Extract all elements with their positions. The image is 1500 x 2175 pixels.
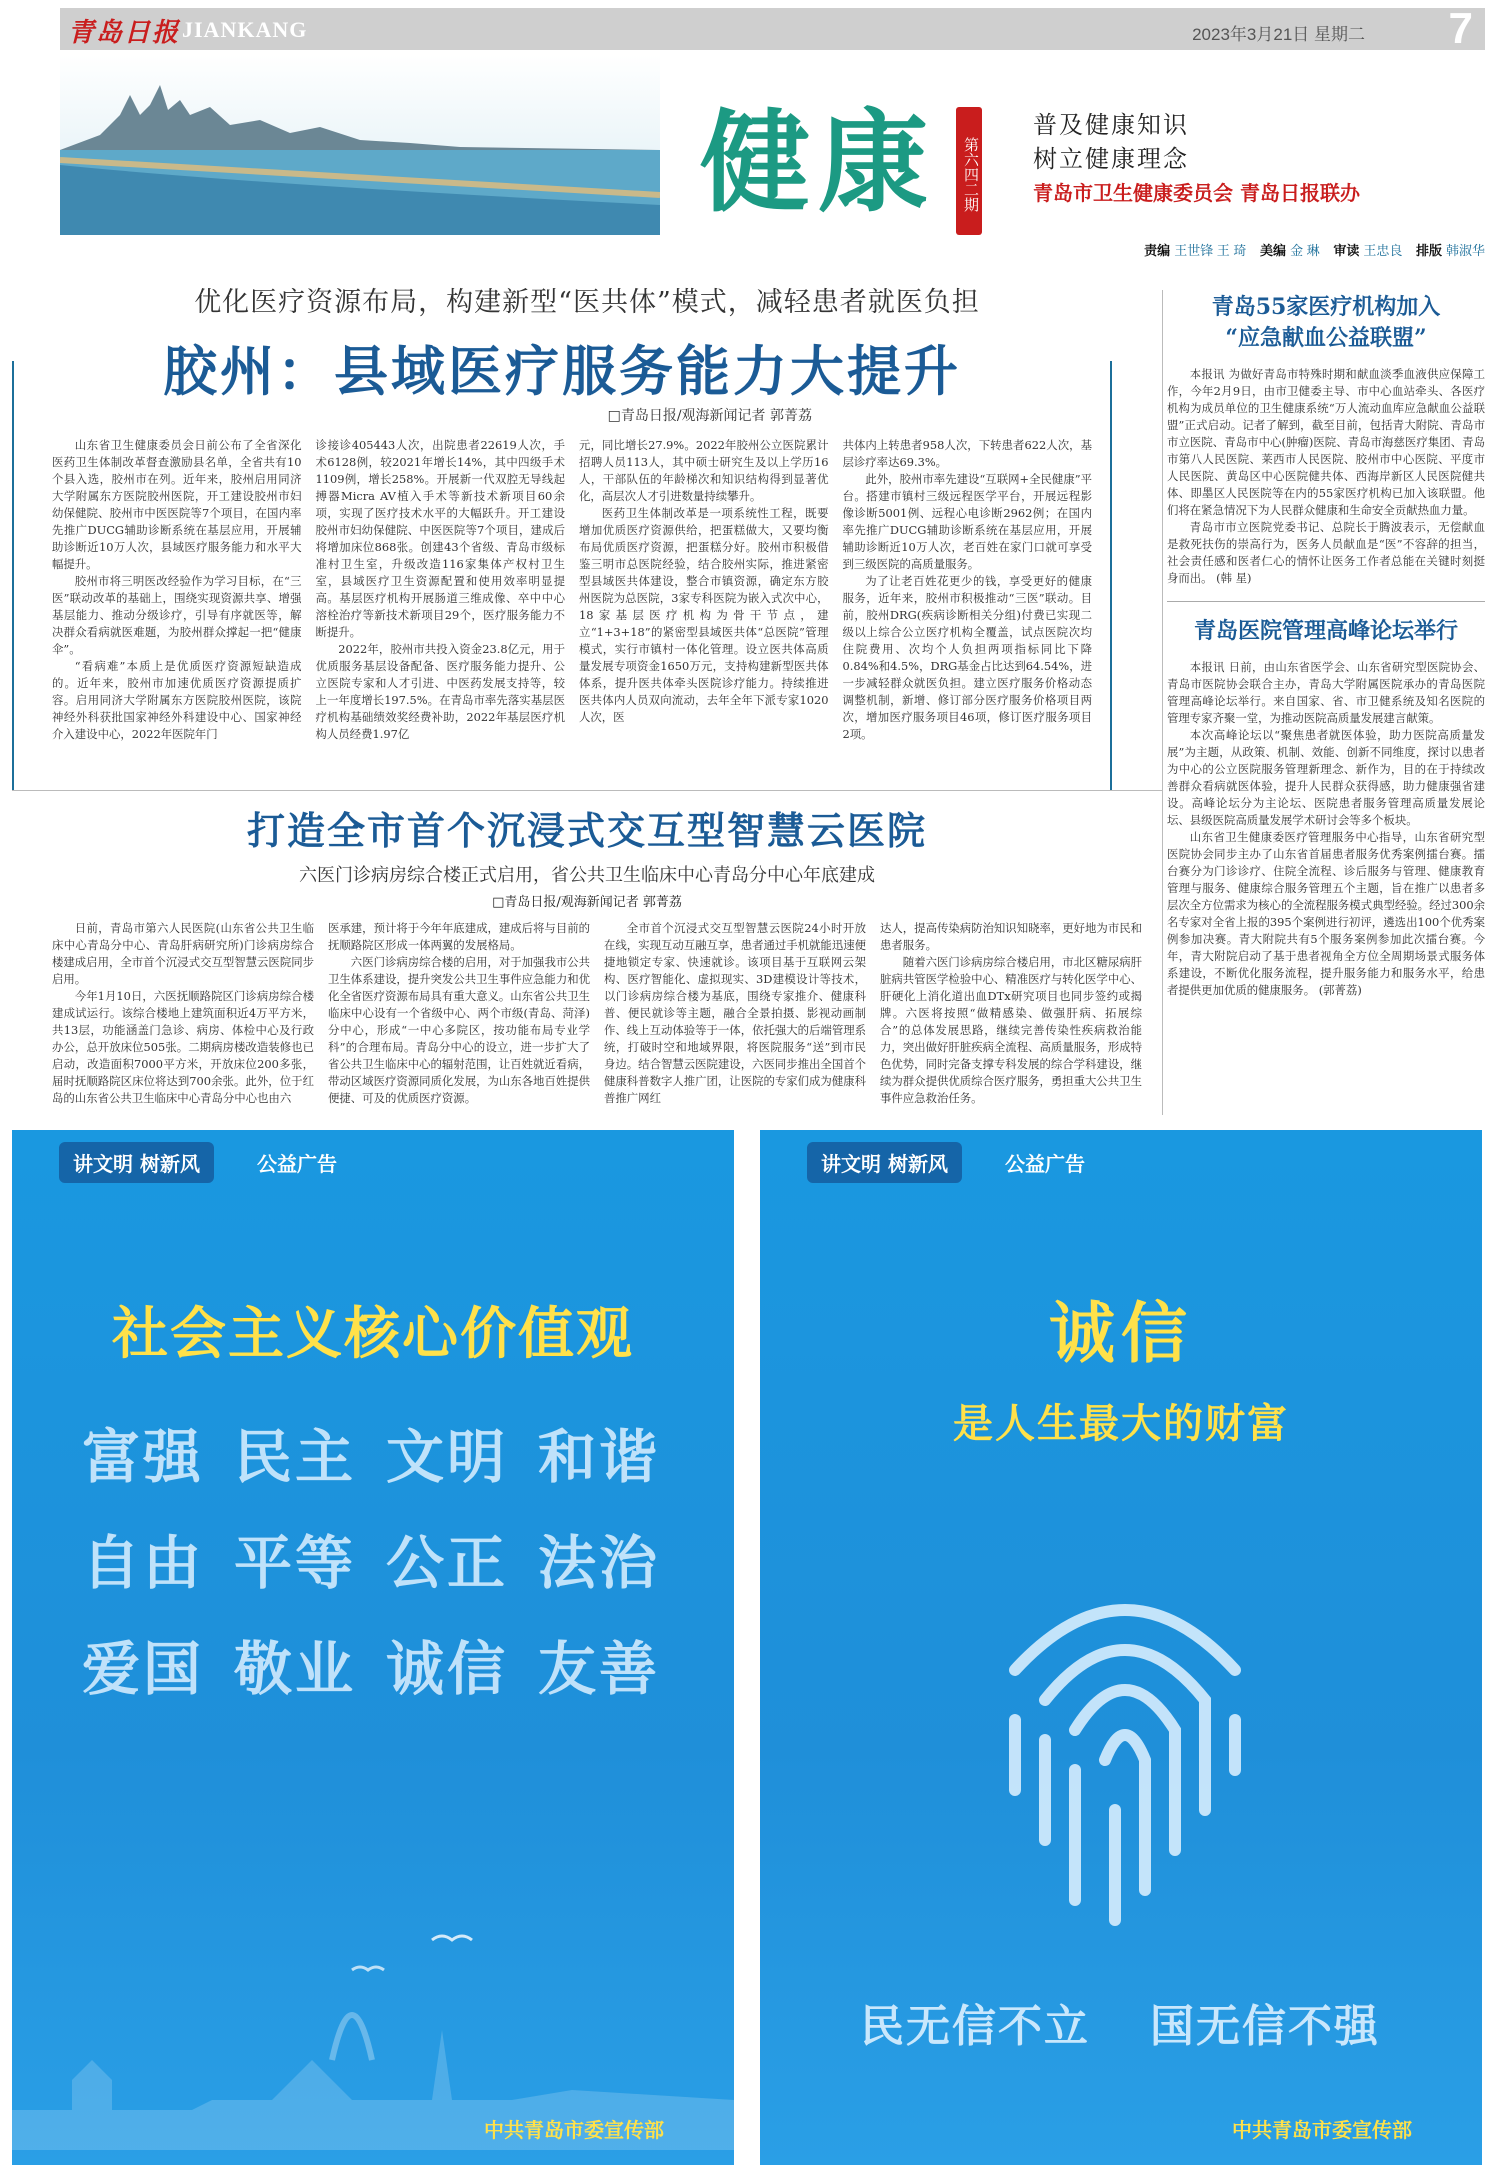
page-number: 7 (1448, 4, 1473, 53)
issue-badge: 第六四二期 (956, 107, 982, 235)
slogan-1: 普及健康知识 (1033, 111, 1189, 139)
value-word: 和谐 (538, 1423, 661, 1491)
paragraph: 本报讯 为做好青岛市特殊时期和献血淡季血液供应保障工作，今年2月9日，由市卫健委主导、市中心血站牵头、各医疗机构为成员单位的卫生健康系统“万人流动血库应急献血公益联盟”正式启动。记者了解到，截至目前，包括青大附院、青岛市市立医院、青岛市中心(肿瘤)医院、青岛市海慈医疗集团、青岛市第八人民医院、莱西市人民医院、胶州市中心医院、平度市人民医院、黄岛区中心医院健共体、西海岸新区人民医院健共体、即墨区人民医院等在内的55家医疗机构已加入该联盟。他们将在紧急情况下为人民群众健康和生命安全贡献热血力量。 (1167, 367, 1485, 517)
frame-line (12, 361, 14, 791)
credit-value: 王世锋 王 琦 (1174, 243, 1247, 258)
article-byline: □青岛日报/观海新闻记者 郭菁荔 (492, 895, 682, 910)
text-column (880, 920, 1142, 1107)
paragraph: 今年1月10日，六医抚顺路院区门诊病房综合楼建成试运行。该综合楼地上建筑面积近4万平方米，共13层，功能涵盖门急诊、病房、体检中心及行政办公，总开放床位505张。二期病房楼改造装修也已启动，改造面积7000平方米，开放床位200多张，届时抚顺路院区床位将达到700余张。此外，位于红岛的山东省公共卫生临床中心青岛分中心也由六 (52, 989, 314, 1105)
sidebar-article-body (1167, 366, 1485, 587)
frame-line (1110, 361, 1112, 791)
paragraph: 山东省卫生健康委医疗管理服务中心指导，山东省研究型医院协会同步主办了山东省首届患者服务优秀案例擂台赛。擂台赛分为门诊诊疗、住院全流程、诊后服务与管理、健康教育管理与服务、健康综合服务管理五个主题，旨在推广以患者多层次全方位需求为核心的全流程服务模式典型经验。经过300余名专家对全省上报的395个案例进行初评，遴选出100个优秀案例参加决赛。青大附院共有5个服务案例参加此次擂台赛。今年，青大附院启动了基于患者视角全方位全周期场景式服务体系建设，不断优化服务流程，提升服务能力和服务水平，给患者提供更加优质的健康服务。 (郭菁荔) (1167, 830, 1485, 997)
paper-logo: 青岛日报 (68, 18, 181, 48)
article-headline: 胶州：县域医疗服务能力大提升 (163, 339, 961, 403)
section-name: JIANKANG (182, 17, 308, 42)
paragraph: 医药卫生体制改革是一项系统性工程，既要增加优质医疗资源供给，把蛋糕做大，又要均衡布局优质医疗资源，把蛋糕分好。胶州市积极借鉴三明市总医院经验，结合胶州实际，推进紧密型县域医共体建设，整合市镇资源，确定东方胶州医院为总医院，3家专科医院为嵌入式次中心，18家基层医疗机构为骨干节点，建立“1+3+18”的紧密型县域医共体“总医院”管理模式，实行市镇村一体化管理。设立医共体高质量发展专项资金1650万元，支持构建新型医共体体系，提升医共体牵头医院诊疗能力。持续推进医共体内人员双向流动，去年全年下派专家1020人次，医 (579, 506, 829, 724)
editor-credits (1134, 240, 1485, 259)
headline-wrap (12, 329, 1162, 403)
sidebar (1167, 292, 1485, 999)
paragraph: 日前，青岛市第六人民医院(山东省公共卫生临床中心青岛分中心、青岛肝病研究所)门诊病房综合楼建成启用，全市首个沉浸式交互型智慧云医院同步启用。 (52, 921, 314, 986)
values-row (82, 1516, 682, 1600)
paragraph: 达人，提高传染病防治知识知晓率，更好地为市民和患者服务。 (880, 921, 1142, 952)
value-word: 自由 (82, 1529, 205, 1597)
paragraph: 全市首个沉浸式交互型智慧云医院24小时开放在线，实现互动互融互享，患者通过手机就能迅速便捷地锁定专家、快速就诊。该项目基于互联网云架构、医疗智能化、虚拟现实、3D建模设计等技术，以门诊病房综合楼为基底，围绕专家推介、健康科普、便民就诊等主题，融合全景拍摄、影视动画制作、线上互动体验等于一体，依托强大的后端管理系统，打破时空和地域界限，将医院服务“送”到市民身边。结合智慧云医院建设，六医同步推出全国首个健康科普数字人推广团，让医院的专家们成为健康科普推广网红 (604, 921, 866, 1105)
paragraph: 元，同比增长27.9%。2022年胶州公立医院累计招聘人员113人，其中硕士研究生及以上学历16人，干部队伍的年龄梯次和知识结构得到显著优化，高层次人才引进数量持续攀升。 (579, 438, 829, 503)
text-column (604, 920, 866, 1107)
second-article (12, 800, 1162, 1107)
value-word: 诚信 (386, 1635, 509, 1703)
value-word: 平等 (234, 1529, 357, 1597)
sidebar-headline: 青岛医院管理高峰论坛举行 (1193, 618, 1458, 644)
ad-tag-suffix: 公益广告 (1005, 1152, 1085, 1176)
credit-label: 美编 (1260, 243, 1287, 258)
public-service-ad-integrity (760, 1130, 1482, 2165)
paragraph: 山东省卫生健康委员会日前公布了全省深化医药卫生体制改革督查激励县名单，全省共有10个县入选，胶州市在列。近年来，胶州启用同济大学附属东方医院胶州医院，开工建设胶州市妇幼保健院、胶州市中医医院等7个项目，在国内率先推广DUCG辅助诊断系统在基层应用，开展辅助诊断近10万人次，县域医疗服务能力和水平大幅提升。 (52, 438, 302, 571)
value-word: 敬业 (234, 1635, 357, 1703)
top-bar (60, 4, 1485, 53)
section-title: 健康 (700, 98, 936, 227)
credit-label: 排版 (1415, 243, 1442, 258)
ad-slogan: 国无信不强 (1150, 2001, 1380, 2052)
sidebar-article-body (1167, 659, 1485, 999)
value-word: 民主 (234, 1423, 357, 1491)
value-word: 富强 (82, 1423, 205, 1491)
article-body (12, 920, 1162, 1107)
ad-sponsor: 中共青岛市委宣传部 (1232, 2118, 1412, 2142)
values-row (82, 1622, 682, 1706)
credit-label: 审读 (1333, 243, 1360, 258)
ad-title: 诚信 (1049, 1295, 1193, 1372)
text-column (328, 920, 590, 1107)
values-grid (82, 1410, 682, 1728)
ad-subtitle: 是人生最大的财富 (953, 1401, 1289, 1447)
hosts: 青岛市卫生健康委员会 青岛日报联办 (1033, 181, 1360, 205)
ad-tag: 讲文明 树新风 (807, 1142, 962, 1183)
divider (12, 790, 1162, 791)
paragraph: 医承建，预计将于今年年底建成，建成后将与目前的抚顺路院区形成一体两翼的发展格局。 (328, 921, 590, 952)
article-byline: □青岛日报/观海新闻记者 郭菁荔 (607, 408, 812, 424)
paragraph: “看病难”本质上是优质医疗资源短缺造成的。近年来，胶州市加速优质医疗资源提质扩容。启用同济大学附属东方医院胶州医院，该院神经外科获批国家神经外科建设中心、国家神经介入建设中心，2022年医院年门 (52, 659, 302, 741)
paragraph: 青岛市市立医院党委书记、总院长于腾波表示，无偿献血是救死扶伤的崇高行为，医务人员献血是“医”不容辞的担当，社会责任感和医者仁心的情怀让医务工作者总能在关键时刻挺身而出。 (韩 星) (1167, 520, 1485, 585)
text-column (52, 920, 314, 1107)
ad-tag: 讲文明 树新风 (59, 1142, 214, 1183)
slogan-2: 树立健康理念 (1033, 145, 1189, 173)
article-headline: 打造全市首个沉浸式交互型智慧云医院 (246, 808, 927, 853)
paragraph: 胶州市将三明医改经验作为学习目标，在“三医”联动改革的基础上，围绕实现资源共享、增强基层能力、推动分级诊疗，引导有序就医等，解决群众看病就医难题，为胶州群众撑起一把“健康伞”。 (52, 574, 302, 656)
paragraph: 此外，胶州市率先建设“互联网+全民健康”平台。搭建市镇村三级远程医学平台，开展远程影像诊断5001例、远程心电诊断2962例；在国内率先推广DUCG辅助诊断系统在基层应用，开展辅助诊断近10万人次，老百姓在家门口就可享受到三级医院的高质量服务。 (842, 472, 1092, 571)
value-word: 公正 (386, 1529, 509, 1597)
text-column (52, 437, 302, 743)
value-word: 法治 (538, 1529, 661, 1597)
paragraph: 本次高峰论坛以“聚焦患者就医体验，助力医院高质量发展”为主题，从政策、机制、效能、创新不同维度，探讨以患者为中心的公立医院服务管理新理念、新作为，目的在于持续改善群众看病就医体验，提升人民群众获得感，助力健康强省建设。高峰论坛分为主论坛、医院患者服务管理高质量发展论坛、县级医院高质量发展学术研讨会等多个板块。 (1167, 728, 1485, 827)
headline-line: 青岛55家医疗机构加入 (1211, 294, 1441, 320)
public-service-ad-values (12, 1130, 734, 2165)
divider (1162, 290, 1163, 1115)
paragraph: 2022年，胶州市共投入资金23.8亿元，用于优质服务基层设备配备、医疗服务能力提升、公立医院专家和人才引进、中医药发展支持等，较上一年度增长197.5%。在青岛市率先落实基层医疗机构基础绩效奖经费补助，2022年基层医疗机构人员经费1.97亿 (315, 642, 565, 741)
paragraph: 随着六医门诊病房综合楼启用，市北区糖尿病肝脏病共管医学检验中心、精准医疗与转化医学中心、肝硬化上消化道出血DTx研究项目也同步签约或揭牌。六医将按照“做精感染、做强肝病、拓展综合”的总体发展思路，继续完善传染性疾病救治能力，突出做好肝脏疾病全流程、高质量服务，形成特色优势，同时完备支撑专科发展的综合学科建设，继续为群众提供优质综合医疗服务，勇担重大公共卫生事件应急救治任务。 (880, 955, 1143, 1105)
values-row (82, 1410, 682, 1494)
paragraph: 六医门诊病房综合楼的启用，对于加强我市公共卫生体系建设，提升突发公共卫生事件应急能力和优化全省医疗资源布局具有重大意义。山东省公共卫生临床中心设有一个省级中心、两个市级(青岛、菏泽)分中心，形成“一中心多院区，按功能布局专业学科”的合理布局。青岛分中心的设立，进一步扩大了省公共卫生临床中心的辐射范围，让百姓就近看病，带动区域医疗资源同质化发展，为山东各地百姓提供便捷、可及的优质医疗资源。 (328, 955, 591, 1105)
text-column (316, 437, 566, 743)
main-article (12, 280, 1162, 743)
headline-line: “应急献血公益联盟” (1225, 325, 1427, 351)
value-word: 爱国 (82, 1635, 205, 1703)
credit-value: 金 琳 (1290, 243, 1320, 258)
paragraph: 为了让老百姓花更少的钱，享受更好的健康服务，近年来，胶州市积极推动“三医”联动。目前，胶州DRG(疾病诊断相关分组)付费已实现二级以上综合公立医疗机构全覆盖，试点医院次均住院费用、次均个人负担两项指标同比下降0.84%和4.5%，DRG基金占比达到64.54%，进一步减轻群众就医负担。建立医疗服务价格动态调整机制，新增、修订部分医疗服务价格项目两次，增加医疗服务项目46项，修订医疗服务项目2项。 (842, 574, 1092, 741)
ad-tag-suffix: 公益广告 (257, 1152, 337, 1176)
article-kicker: 优化医疗资源布局，构建新型“医共体”模式，减轻患者就医负担 (194, 287, 980, 318)
paragraph: 共体内上转患者958人次，下转患者622人次，基层诊疗率达69.3%。 (842, 438, 1092, 469)
value-word: 友善 (538, 1635, 661, 1703)
text-column (843, 437, 1093, 743)
ad-slogan: 民无信不立 (860, 2001, 1090, 2052)
ad-sponsor: 中共青岛市委宣传部 (484, 2118, 664, 2142)
paragraph: 诊接诊405443人次，出院患者22619人次，手术6128例，较2021年增长14%，其中四级手术1109例，增长258%。开展新一代双腔无导线起搏器Micra AV植入手术等新技术新项目60余项，实现了医疗技术水平的大幅跃升。开工建设胶州市妇幼保健院、中医医院等7个项目，建成后将增加床位868张。创建43个省级、青岛市级标准村卫生室，升级改造116家集体产权村卫生室，县域医疗卫生资源配置和使用效率明显提高。基层医疗机构开展肠道三维成像、卒中中心溶栓治疗等新技术新项目29个，医疗服务能力不断提升。 (315, 438, 565, 639)
credit-label: 责编 (1144, 243, 1171, 258)
paragraph: 本报讯 日前，由山东省医学会、山东省研究型医院协会、青岛市医院协会联合主办，青岛大学附属医院承办的青岛医院管理高峰论坛举行。来自国家、省、市卫健系统及知名医院的管理专家齐聚一堂，为推动医院高质量发展建言献策。 (1167, 660, 1485, 725)
city-skyline-image (60, 55, 660, 235)
credit-value: 王忠良 (1363, 243, 1403, 258)
article-kicker: 六医门诊病房综合楼正式启用，省公共卫生临床中心青岛分中心年底建成 (299, 865, 875, 886)
ad-title: 社会主义核心价值观 (112, 1302, 634, 1367)
credit-value: 韩淑华 (1445, 243, 1485, 258)
article-body (12, 437, 1162, 743)
text-column (579, 437, 829, 743)
masthead (60, 55, 1485, 258)
divider (1167, 601, 1485, 602)
fingerprint-icon (975, 1510, 1275, 1940)
value-word: 文明 (386, 1423, 509, 1491)
issue-date: 2023年3月21日 星期二 (1192, 25, 1365, 44)
sidebar-headline (1167, 292, 1485, 354)
